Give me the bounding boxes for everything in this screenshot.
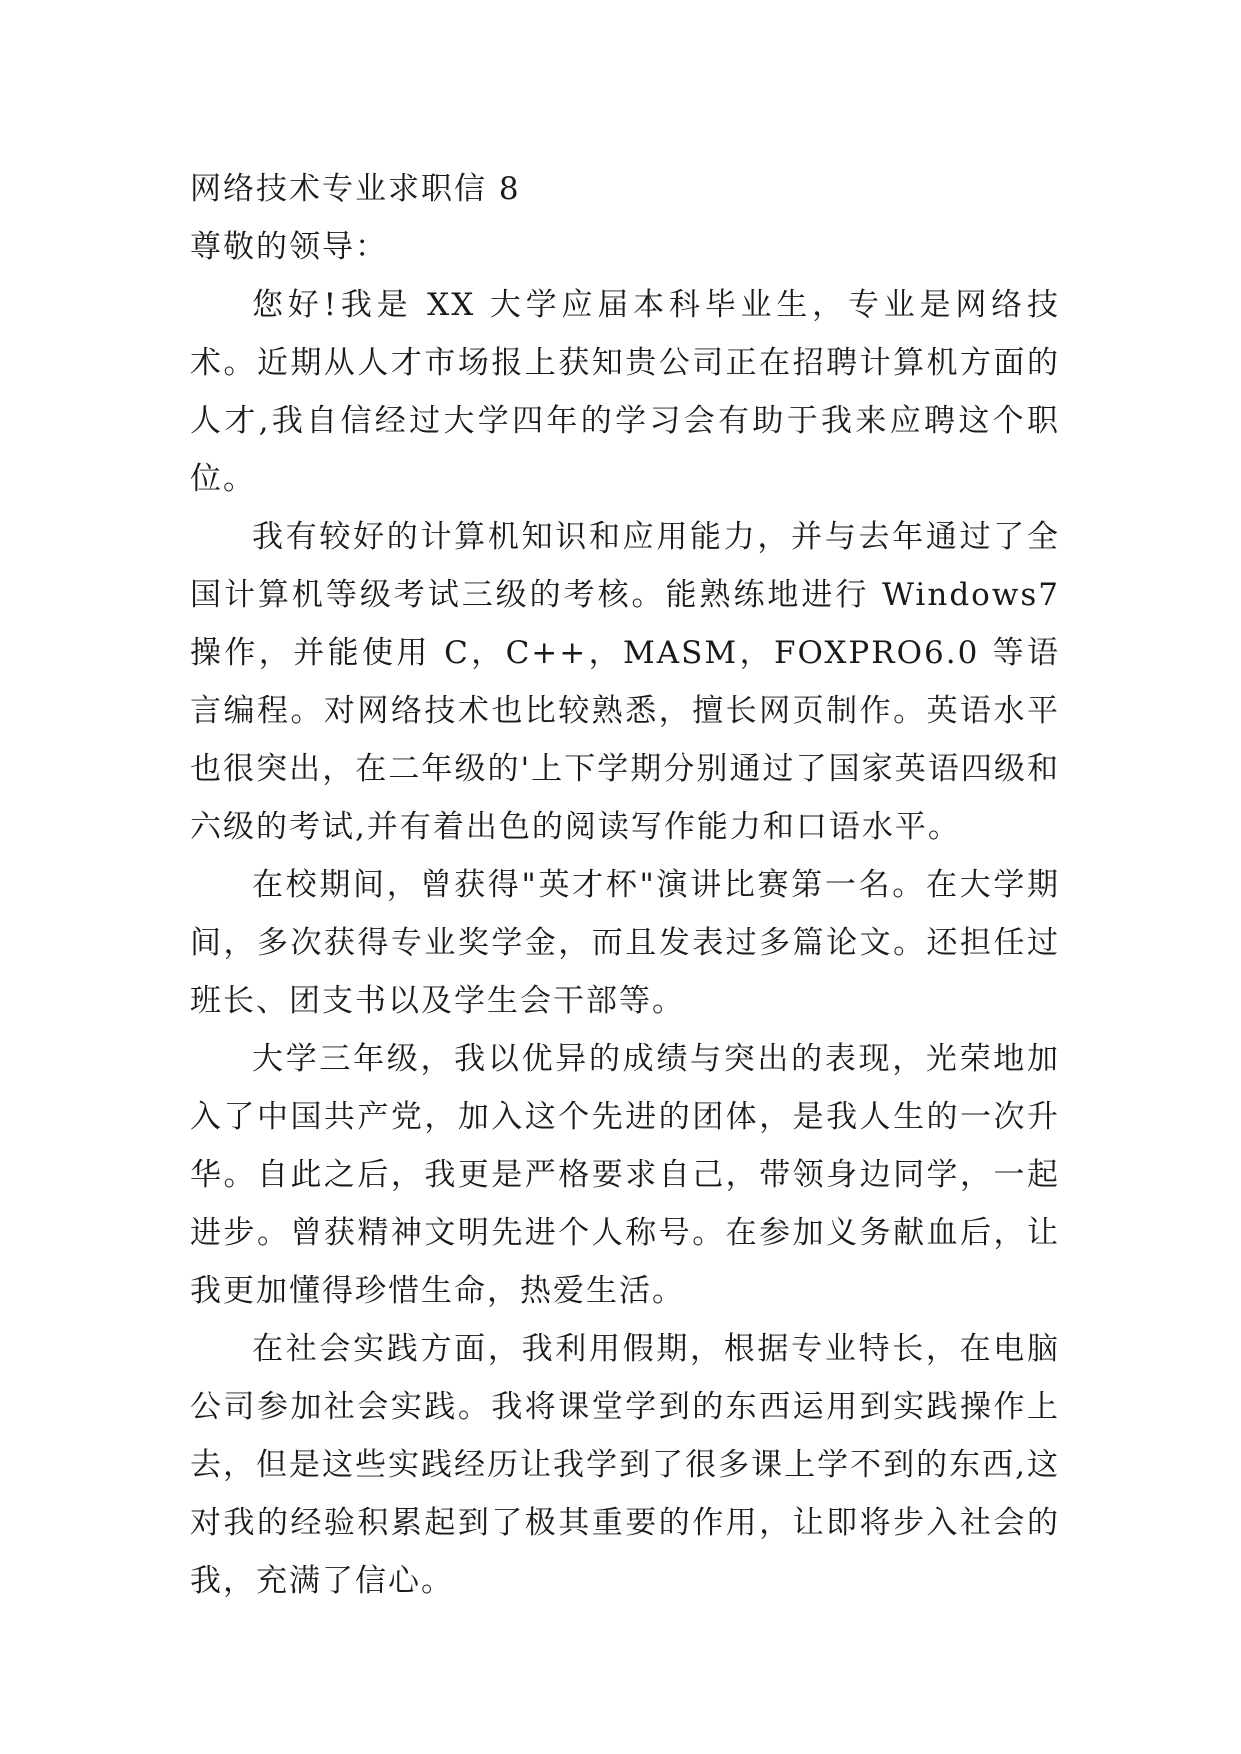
document-body <box>190 160 1060 1610</box>
paragraph-skills: 我有较好的计算机知识和应用能力，并与去年通过了全国计算机等级考试三级的考核。能熟练地进行 Windows7 操作，并能使用 C，C++，MASM，FOXPRO6.0 等语言编程。对网络技术也比较熟悉，擅长网页制作。英语水平也很突出，在二年级的'上下学期分别通过了国家英语四级和六级的考试,并有着出色的阅读写作能力和口语水平。 <box>190 519 1060 845</box>
paragraph-greeting: 您好!我是 XX 大学应届本科毕业生，专业是网络技术。近期从人才市场报上获知贵公司正在招聘计算机方面的人才,我自信经过大学四年的学习会有助于我来应聘这个职位。 <box>190 287 1060 497</box>
document-title: 网络技术专业求职信 8 <box>190 171 521 207</box>
paragraph-awards: 在校期间，曾获得"英才杯"演讲比赛第一名。在大学期间，多次获得专业奖学金，而且发表过多篇论文。还担任过班长、团支书以及学生会干部等。 <box>190 867 1060 1019</box>
salutation: 尊敬的领导： <box>190 229 388 265</box>
paragraph-practice: 在社会实践方面，我利用假期，根据专业特长，在电脑公司参加社会实践。我将课堂学到的东西运用到实践操作上去，但是这些实践经历让我学到了很多课上学不到的东西,这对我的经验积累起到了极其重要的作用，让即将步入社会的我，充满了信心。 <box>190 1331 1060 1599</box>
paragraph-party: 大学三年级，我以优异的成绩与突出的表现，光荣地加入了中国共产党，加入这个先进的团体，是我人生的一次升华。自此之后，我更是严格要求自己，带领身边同学，一起进步。曾获精神文明先进个人称号。在参加义务献血后，让我更加懂得珍惜生命，热爱生活。 <box>190 1041 1060 1309</box>
